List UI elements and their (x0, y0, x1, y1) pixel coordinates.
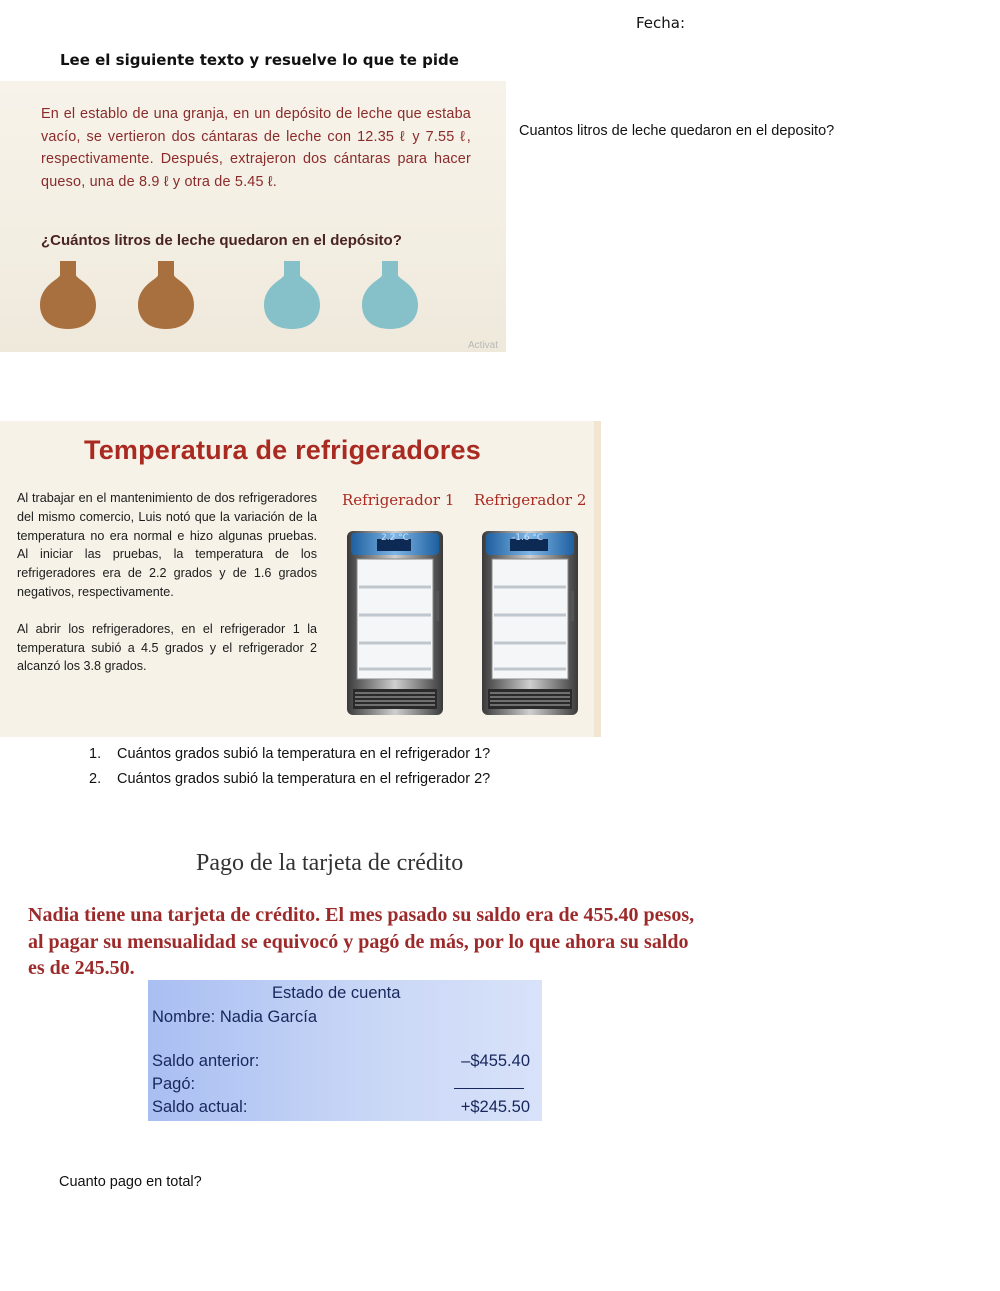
refrigerator-paragraph-1: Al trabajar en el mantenimiento de dos refrigeradores del mismo comercio, Luis notó que la variación de la temperatura no era normal e hizo algunas pruebas. Al iniciar las pruebas, la temperatura de los refrigeradores era de 2.2 grados y de 1.6 grados negativos, respectivamente. (17, 491, 317, 599)
credit-card-title: Pago de la tarjeta de crédito (196, 850, 464, 876)
statement-title: Estado de cuenta (272, 984, 401, 1002)
refrigerator-1-display: 2.2 °C (381, 533, 409, 543)
paid-blank-line (454, 1088, 524, 1089)
credit-card-problem-text: Nadia tiene una tarjeta de crédito. El mes pasado su saldo era de 455.40 pesos, al pagar su mensualidad se equivocó y pagó de más, por lo que ahora su saldo es de 245.50. (28, 904, 695, 979)
milk-problem-question: ¿Cuántos litros de leche quedaron en el depósito? (41, 232, 402, 249)
refrigerator-1-label: Refrigerador 1 (342, 491, 455, 509)
previous-balance-value: –$455.40 (461, 1052, 530, 1070)
refrigerator-question-2: 2. Cuántos grados subió la temperatura en el refrigerador 2? (89, 771, 491, 787)
milk-jug-icon (38, 259, 98, 331)
current-balance-value: +$245.50 (460, 1098, 530, 1116)
instruction-heading: Lee el siguiente texto y resuelve lo que te pide (60, 51, 459, 69)
milk-problem-text: En el establo de una granja, en un depósito de leche que estaba vacío, se vertieron dos cántaras de leche con 12.35 ℓ y 7.55 ℓ, respectivamente. Después, extrajeron dos cántaras para hacer queso, una de 8.9 ℓ y otra de 5.45 ℓ. (41, 106, 471, 190)
refrigerator-question-1: 1. Cuántos grados subió la temperatura en el refrigerador 1? (89, 746, 491, 762)
refrigerator-paragraph-2: Al abrir los refrigeradores, en el refrigerador 1 la temperatura subió a 4.5 grados y el refrigerador 2 alcanzó los 3.8 grados. (17, 621, 317, 674)
refrigerator-2-display: -1.6 °C (512, 533, 544, 543)
milk-jug-icon (136, 259, 196, 331)
refrigerator-1-icon (345, 531, 445, 715)
milk-jug-icon (262, 259, 322, 331)
refrigerator-2-label: Refrigerador 2 (474, 491, 587, 509)
refrigerator-problem-image (0, 421, 601, 737)
activate-watermark: Activat (468, 340, 499, 351)
previous-balance-label: Saldo anterior: (152, 1052, 260, 1070)
statement-name: Nombre: Nadia García (152, 1008, 318, 1026)
refrigerator-title: Temperatura de refrigeradores (84, 435, 481, 465)
date-label: Fecha: (636, 14, 686, 32)
milk-answer-question: Cuantos litros de leche quedaron en el deposito? (519, 123, 835, 139)
account-statement (148, 980, 542, 1121)
refrigerator-problem-text (17, 489, 317, 676)
current-balance-label: Saldo actual: (152, 1098, 248, 1116)
milk-problem-image (0, 81, 506, 352)
paid-label: Pagó: (152, 1075, 196, 1093)
credit-card-question: Cuanto pago en total? (59, 1174, 202, 1190)
refrigerator-2-icon (480, 531, 580, 715)
milk-jug-icon (360, 259, 420, 331)
